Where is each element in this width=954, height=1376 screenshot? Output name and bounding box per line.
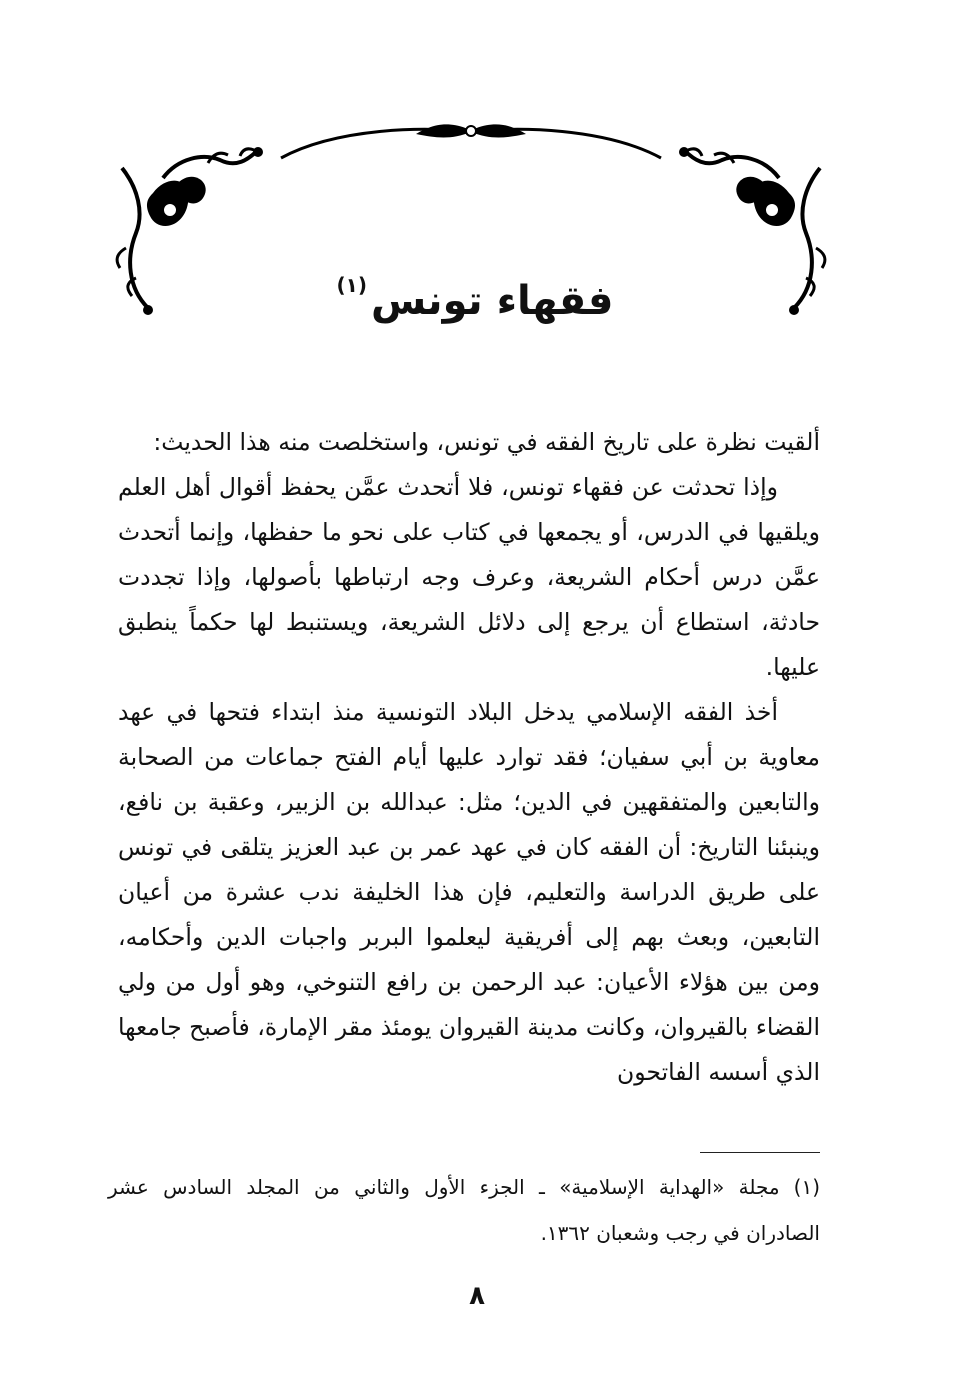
body-text bbox=[118, 420, 820, 1095]
page-title bbox=[280, 250, 670, 324]
page-number: ٨ bbox=[469, 1281, 485, 1311]
title-footnote-marker: (١) bbox=[336, 273, 368, 297]
top-ornament-icon bbox=[276, 118, 666, 166]
right-corner-ornament-icon bbox=[674, 138, 834, 316]
paragraph-1: ألقيت نظرة على تاريخ الفقه في تونس، واستخلصت منه هذا الحديث: bbox=[153, 428, 820, 456]
footnote-divider bbox=[700, 1152, 820, 1153]
title-text: فقهاء تونس bbox=[371, 278, 614, 324]
paragraph-3: أخذ الفقه الإسلامي يدخل البلاد التونسية منذ ابتداء فتحها في عهد معاوية بن أبي سفيان؛ فقد توارد عليها أيام الفتح جماعات من الصحابة والتابعين والمتفقهين في الدين؛ مثل: عبدالله بن الزبير، وعقبة بن نافع، وينبئنا التاريخ: أن الفقه كان في عهد عمر بن عبد العزيز يتلقى في تونس على طريق الدراسة والتعليم، فإن هذا الخليفة ندب عشرة من أعيان التابعين، وبعث بهم إلى أفريقية ليعلموا البربر واجبات الدين وأحكامه، ومن بين هؤلاء الأعيان: عبد الرحمن بن رافع التنوخي، وهو أول من ولي القضاء بالقيروان، وكانت مدينة القيروان يومئذ مقر الإمارة، فأصبح جامعها الذي أسسه الفاتحون bbox=[118, 698, 820, 1086]
paragraph-2: وإذا تحدثت عن فقهاء تونس، فلا أتحدث عمَّن يحفظ أقوال أهل العلم ويلقيها في الدرس، أو يجمعها في كتاب على نحو ما حفظها، وإنما أتحدث عمَّن درس أحكام الشريعة، وعرف وجه ارتباطها بأصولها، وإذا تجددت حادثة، استطاع أن يرجع إلى دلائل الشريعة، ويستنبط لها حكماً ينطبق عليها. bbox=[118, 473, 820, 681]
footnote-text: مجلة «الهداية الإسلامية» ـ الجزء الأول والثاني من المجلد السادس عشر الصادران في رجب وشعبان ١٣٦٢. bbox=[108, 1175, 820, 1245]
footnote-marker: (١) bbox=[793, 1175, 820, 1199]
footnote bbox=[108, 1164, 820, 1256]
left-corner-ornament-icon bbox=[108, 138, 268, 316]
